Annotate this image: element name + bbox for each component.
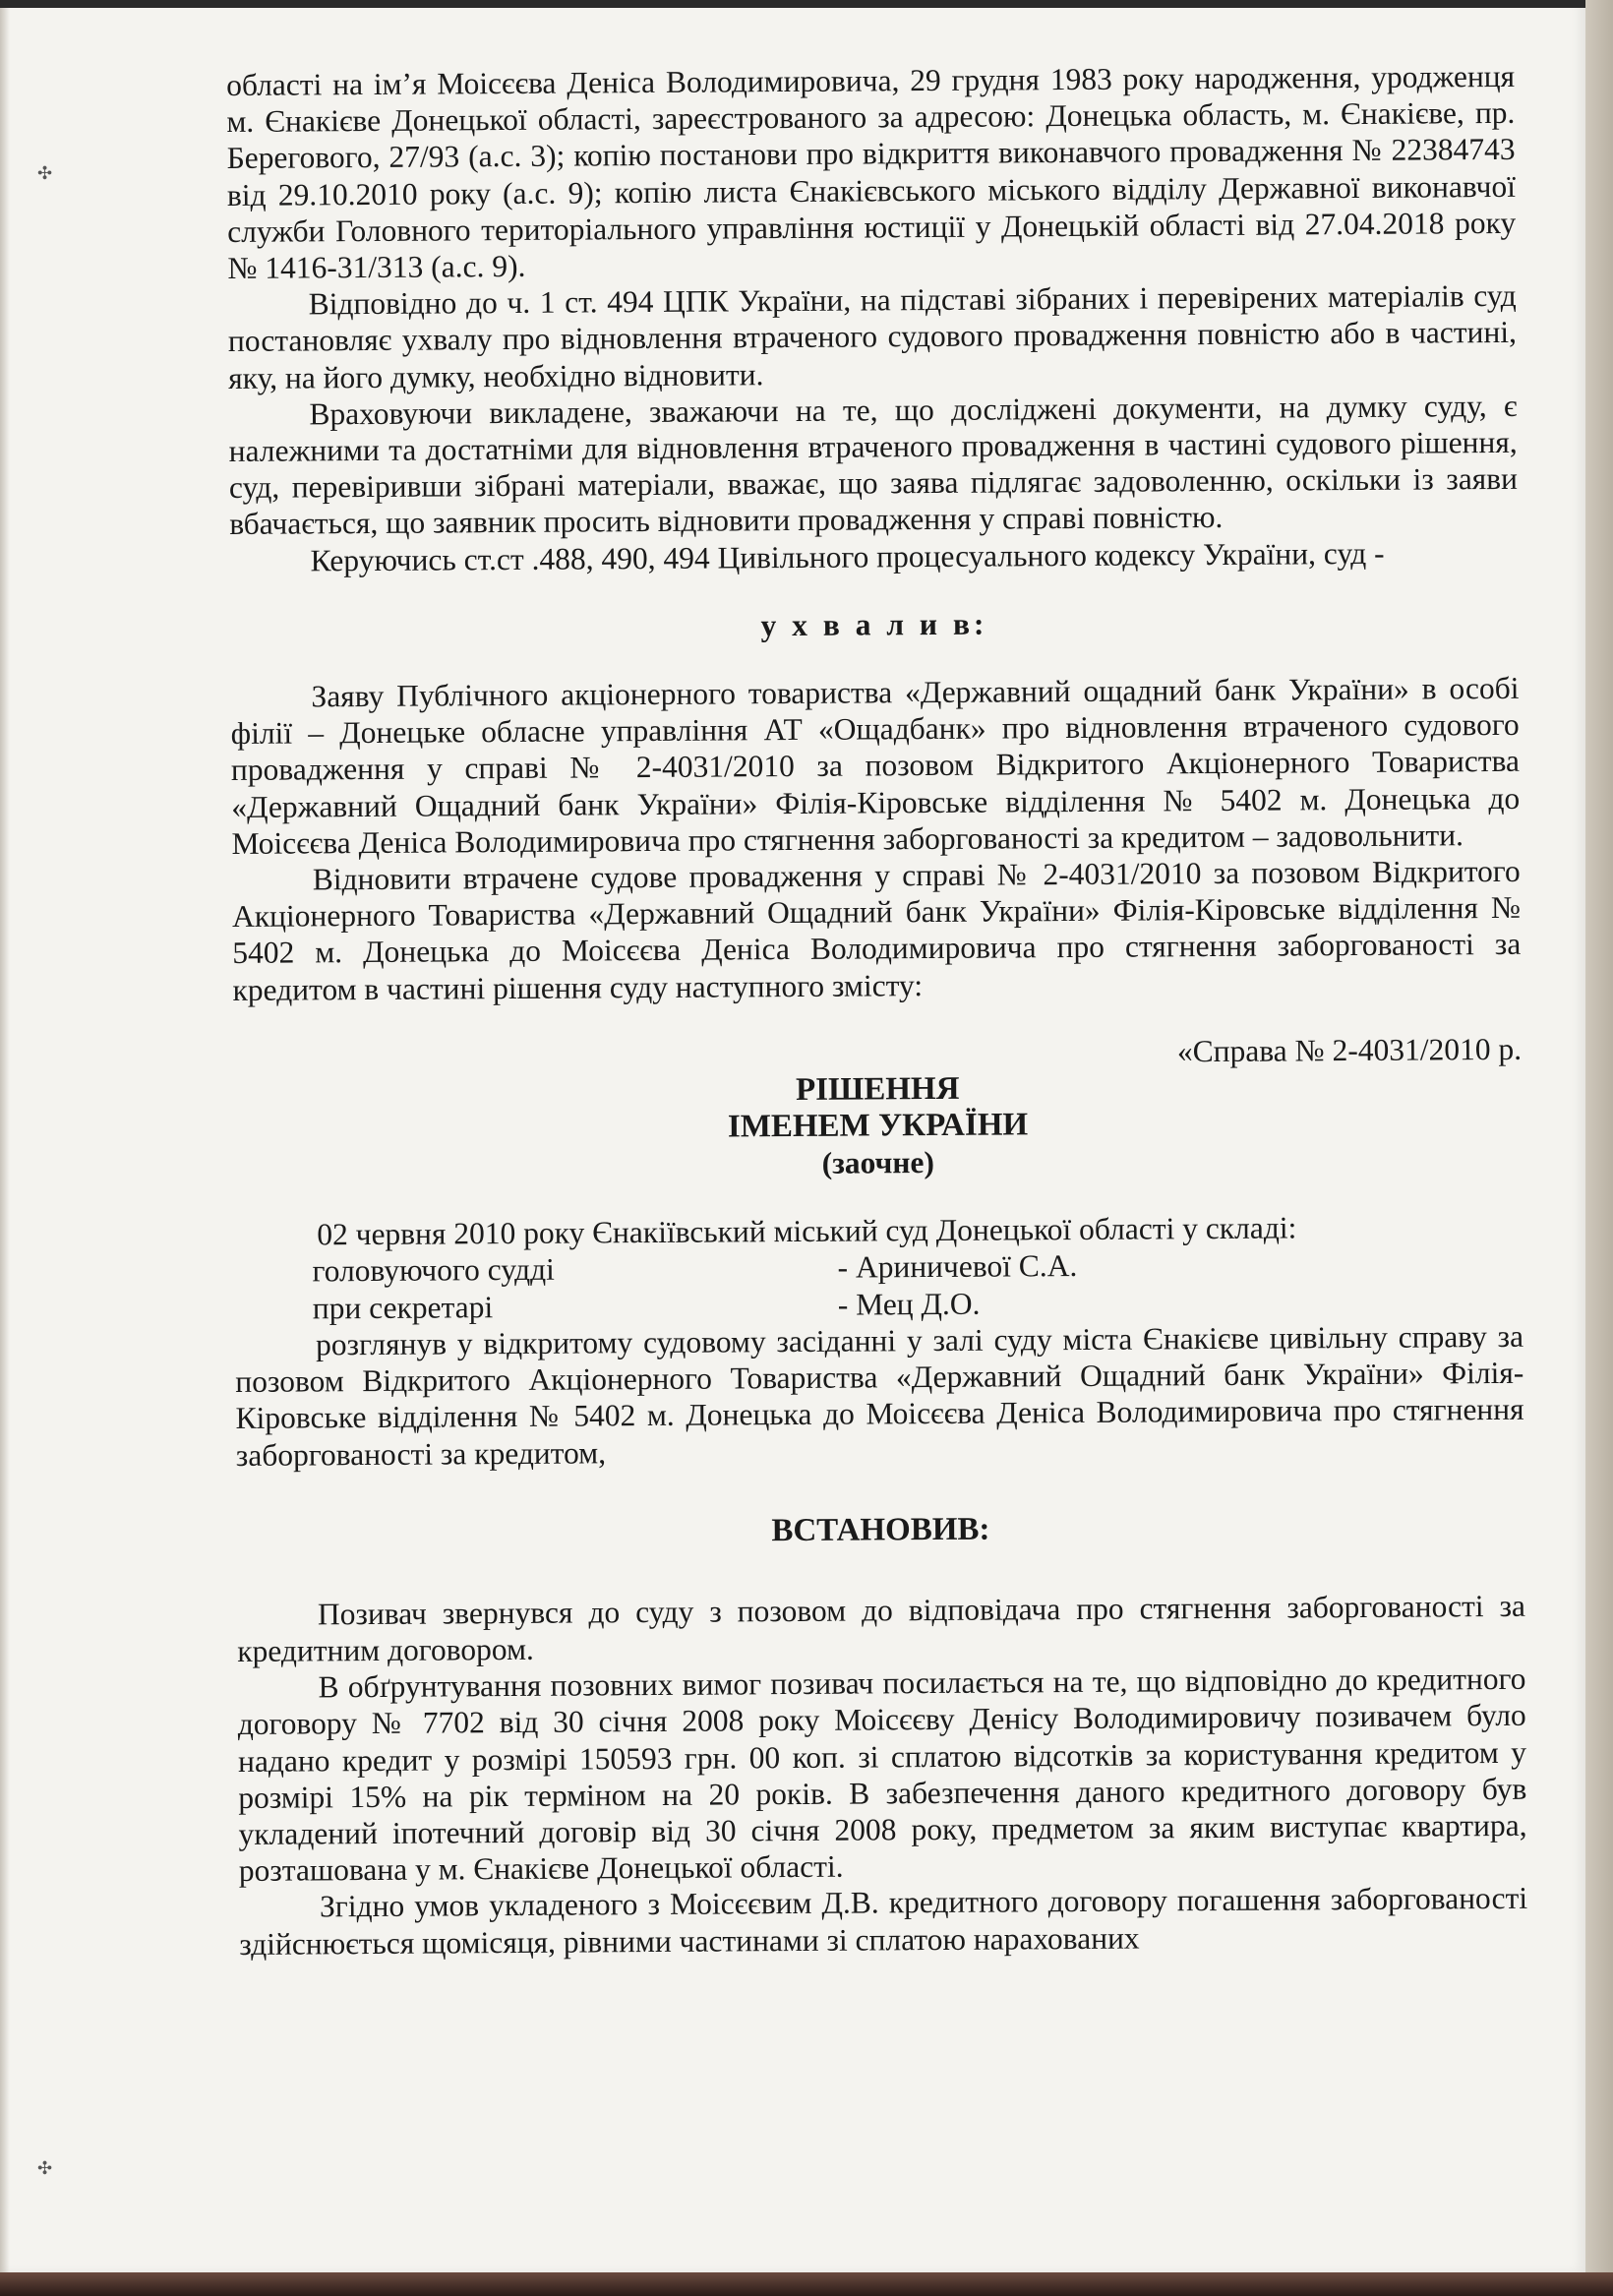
presiding-judge-label: головуючого судді — [312, 1252, 555, 1289]
heading-in-name-of-ukraine: ІМЕНЕМ УКРАЇНИ — [727, 1107, 1029, 1145]
heading-established: ВСТАНОВИВ: — [771, 1511, 990, 1548]
scan-top-edge — [0, 0, 1613, 8]
heading-decision: РІШЕННЯ — [795, 1070, 960, 1109]
paragraph-restore-proceedings: Відновити втрачене судове провадження у справі № 2-4031/2010 за позовом Відкритого Акціонерного Товариства «Державний Ощадний банк України» Філія-Кіровське відділення № 5402 м. Донецька до Моісєєва Деніса Володимировича про стягнення заборгованості за кредитом в частині рішення суду наступного змісту: — [231, 853, 1522, 1007]
case-reference: «Справа № 2-4031/2010 р. — [1176, 1031, 1523, 1069]
scan-bottom-edge — [0, 2272, 1613, 2296]
paragraph-grant-application: Заяву Публічного акціонерного товариства «Державний ощадний банк України» в особі філії – Донецьке обласне управління АТ «Ощадбанк» про відновлення втраченого судового провадження у справі № 2-4031/2010 за позовом Відкритого Акціонерного Товариства «Державний Ощадний банк України» Філія-Кіровське відділення № 5402 м. Донецька до Моісєєва Деніса Володимировича про стягнення заборгованості за кредитом – задовольнити. — [230, 670, 1521, 861]
paragraph-legal-basis: Відповідно до ч. 1 ст. 494 ЦПК України, на підставі зібраних і перевірених матеріалів суд постановляє ухвалу про відновлення втраченого судового провадження повністю або в частині, яку, на його думку, необхідно відновити. — [227, 278, 1518, 395]
presiding-judge-name: - Ариничевої С.А. — [837, 1248, 1078, 1286]
staple-hole-mark: ✣ — [37, 163, 53, 183]
paragraph-repayment-terms: Згідно умов укладеного з Моісєєвим Д.В. кредитного договору погашення заборгованості здійснюється щомісяця, рівними частинами зі сплатою нарахованих — [239, 1881, 1528, 1962]
paragraph-court-date: 02 червня 2010 року Єнакіївський міський суд Донецької області у складі: — [317, 1210, 1297, 1252]
paragraph-plaintiff-applied: Позивач звернувся до суду з позовом до відповідача про стягнення заборгованості за кредитним договором. — [237, 1588, 1526, 1668]
paragraph-evidence-list: області на ім’я Моісєєва Деніса Володимировича, 29 грудня 1983 року народження, уродженця м. Єнакієве Донецької області, зареєстрованого за адресою: Донецька область, м. Єнакієве, пр. Берегового, 27/93 (а.с. 3); копію постанови про відкриття виконавчого провадження № 22384743 від 29.10.2010 року (а.с. 9); копію листа Єнакієвського міського відділу Державної виконавчої служби Головного територіального управління юстиції у Донецькій області від 27.04.2018 року № 1416-31/313 (а.с. 9). — [226, 58, 1517, 286]
document-body — [226, 58, 1527, 1963]
paragraph-considering: Враховуючи викладене, зважаючи на те, що досліджені документи, на думку суду, є належними та достатніми для відновлення втраченого провадження в частині судового рішення, суд, перевіривши зібрані матеріали, вважає, що заява підлягає задоволенню, оскільки із заяви вбачається, що заявник просить відновити провадження у справі повністю. — [228, 388, 1519, 542]
page-left-shadow — [0, 0, 10, 2272]
paragraph-guided-by: Керуючись ст.ст .488, 490, 494 Цивільного процесуального кодексу України, суд - — [310, 535, 1385, 578]
staple-hole-mark: ✣ — [37, 2158, 53, 2178]
heading-in-absentia: (заочне) — [821, 1145, 935, 1180]
paragraph-considered-case: розглянув у відкритому судовому засіданні у залі суду міста Єнакієве цивільну справу за позовом Відкритого Акціонерного Товариства «Державний Ощадний банк України» Філія-Кіровське відділення № 5402 м. Донецька до Моісєєва Деніса Володимировича про стягнення заборгованості за кредитом, — [235, 1318, 1524, 1473]
secretary-name: - Мец Д.О. — [837, 1286, 981, 1322]
scan-right-edge — [1585, 0, 1613, 2296]
heading-ruling: у х в а л и в: — [760, 606, 988, 643]
paragraph-claim-grounds: В обґрунтування позовних вимог позивач посилається на те, що відповідно до кредитного договору № 7702 від 30 січня 2008 року Моісєєву Денісу Володимировичу позивачем було надано кредит у розмірі 150593 грн. 00 коп. зі сплатою відсотків за користування кредитом у розмірі 15% на рік терміном на 20 років. В забезпечення даного кредитного договору був укладений іпотечний договір від 30 січня 2008 року, предметом за яким виступає квартира, розташована у м. Єнакієве Донецької області. — [237, 1661, 1527, 1889]
secretary-label: при секретарі — [312, 1289, 494, 1326]
